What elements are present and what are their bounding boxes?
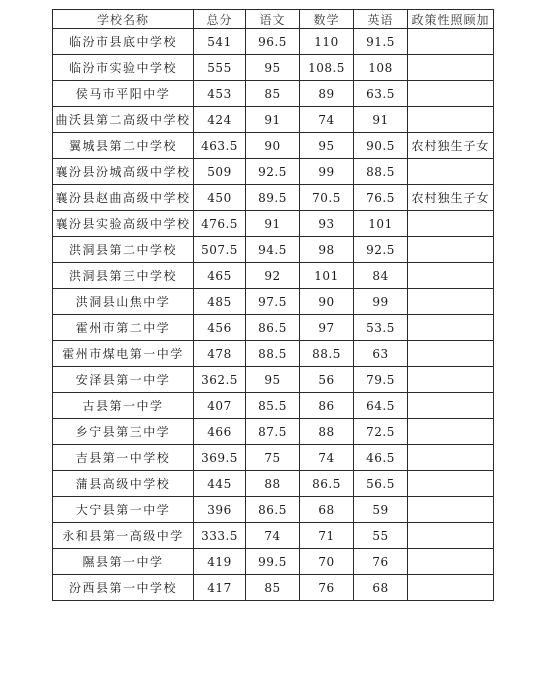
table-row: [53, 419, 494, 445]
table-row: [53, 133, 494, 159]
math-score-cell: 70: [300, 549, 354, 575]
table-row: [53, 523, 494, 549]
policy-note-cell: [408, 81, 494, 107]
math-score-cell: 95: [300, 133, 354, 159]
total-score-cell: 419: [194, 549, 246, 575]
policy-note-cell: [408, 159, 494, 185]
math-score-cell: 86.5: [300, 471, 354, 497]
english-score-cell: 76: [354, 549, 408, 575]
total-score-cell: 541: [194, 29, 246, 55]
table-row: [53, 29, 494, 55]
policy-note-cell: [408, 471, 494, 497]
header-chinese: 语文: [246, 10, 300, 29]
english-score-cell: 63.5: [354, 81, 408, 107]
english-score-cell: 72.5: [354, 419, 408, 445]
policy-note-cell: [408, 523, 494, 549]
english-score-cell: 56.5: [354, 471, 408, 497]
english-score-cell: 79.5: [354, 367, 408, 393]
header-school: 学校名称: [53, 10, 194, 29]
math-score-cell: 86: [300, 393, 354, 419]
table-row: [53, 211, 494, 237]
chinese-score-cell: 91: [246, 107, 300, 133]
table-row: [53, 81, 494, 107]
school-name-cell: 临汾市实验中学校: [53, 55, 194, 81]
chinese-score-cell: 89.5: [246, 185, 300, 211]
school-name-cell: 隰县第一中学: [53, 549, 194, 575]
math-score-cell: 93: [300, 211, 354, 237]
math-score-cell: 108.5: [300, 55, 354, 81]
policy-note-cell: 农村独生子女: [408, 133, 494, 159]
chinese-score-cell: 88: [246, 471, 300, 497]
math-score-cell: 68: [300, 497, 354, 523]
school-name-cell: 临汾市县底中学校: [53, 29, 194, 55]
header-row: [53, 10, 494, 29]
total-score-cell: 450: [194, 185, 246, 211]
english-score-cell: 55: [354, 523, 408, 549]
english-score-cell: 76.5: [354, 185, 408, 211]
chinese-score-cell: 96.5: [246, 29, 300, 55]
table-row: [53, 159, 494, 185]
school-name-cell: 吉县第一中学校: [53, 445, 194, 471]
math-score-cell: 89: [300, 81, 354, 107]
math-score-cell: 76: [300, 575, 354, 601]
english-score-cell: 108: [354, 55, 408, 81]
school-name-cell: 襄汾县赵曲高级中学校: [53, 185, 194, 211]
math-score-cell: 70.5: [300, 185, 354, 211]
total-score-cell: 507.5: [194, 237, 246, 263]
policy-note-cell: [408, 237, 494, 263]
chinese-score-cell: 86.5: [246, 497, 300, 523]
total-score-cell: 362.5: [194, 367, 246, 393]
table-row: [53, 575, 494, 601]
total-score-cell: 509: [194, 159, 246, 185]
total-score-cell: 369.5: [194, 445, 246, 471]
policy-note-cell: [408, 419, 494, 445]
chinese-score-cell: 95: [246, 367, 300, 393]
school-name-cell: 乡宁县第三中学: [53, 419, 194, 445]
school-name-cell: 洪洞县第二中学校: [53, 237, 194, 263]
policy-note-cell: [408, 367, 494, 393]
total-score-cell: 485: [194, 289, 246, 315]
policy-note-cell: [408, 575, 494, 601]
policy-note-cell: [408, 29, 494, 55]
math-score-cell: 90: [300, 289, 354, 315]
school-name-cell: 霍州市第二中学: [53, 315, 194, 341]
math-score-cell: 110: [300, 29, 354, 55]
total-score-cell: 478: [194, 341, 246, 367]
english-score-cell: 101: [354, 211, 408, 237]
chinese-score-cell: 85.5: [246, 393, 300, 419]
table-row: [53, 549, 494, 575]
header-policy-bonus: 政策性照顾加: [408, 10, 494, 29]
total-score-cell: 453: [194, 81, 246, 107]
policy-note-cell: [408, 263, 494, 289]
math-score-cell: 88: [300, 419, 354, 445]
english-score-cell: 53.5: [354, 315, 408, 341]
chinese-score-cell: 95: [246, 55, 300, 81]
table-row: [53, 289, 494, 315]
english-score-cell: 99: [354, 289, 408, 315]
school-name-cell: 翼城县第二中学校: [53, 133, 194, 159]
school-name-cell: 古县第一中学: [53, 393, 194, 419]
english-score-cell: 64.5: [354, 393, 408, 419]
total-score-cell: 465: [194, 263, 246, 289]
total-score-cell: 463.5: [194, 133, 246, 159]
table-row: [53, 263, 494, 289]
english-score-cell: 63: [354, 341, 408, 367]
chinese-score-cell: 86.5: [246, 315, 300, 341]
math-score-cell: 101: [300, 263, 354, 289]
table-row: [53, 55, 494, 81]
total-score-cell: 396: [194, 497, 246, 523]
table-row: [53, 341, 494, 367]
chinese-score-cell: 91: [246, 211, 300, 237]
chinese-score-cell: 87.5: [246, 419, 300, 445]
chinese-score-cell: 99.5: [246, 549, 300, 575]
policy-note-cell: [408, 393, 494, 419]
policy-note-cell: [408, 445, 494, 471]
school-name-cell: 霍州市煤电第一中学: [53, 341, 194, 367]
school-name-cell: 洪洞县第三中学校: [53, 263, 194, 289]
chinese-score-cell: 85: [246, 575, 300, 601]
policy-note-cell: [408, 211, 494, 237]
school-name-cell: 洪洞县山焦中学: [53, 289, 194, 315]
chinese-score-cell: 74: [246, 523, 300, 549]
header-math: 数学: [300, 10, 354, 29]
table-row: [53, 315, 494, 341]
chinese-score-cell: 88.5: [246, 341, 300, 367]
english-score-cell: 68: [354, 575, 408, 601]
math-score-cell: 56: [300, 367, 354, 393]
policy-note-cell: 农村独生子女: [408, 185, 494, 211]
school-name-cell: 襄汾县实验高级中学校: [53, 211, 194, 237]
school-name-cell: 襄汾县汾城高级中学校: [53, 159, 194, 185]
table-row: [53, 393, 494, 419]
math-score-cell: 99: [300, 159, 354, 185]
english-score-cell: 92.5: [354, 237, 408, 263]
header-total: 总分: [194, 10, 246, 29]
chinese-score-cell: 94.5: [246, 237, 300, 263]
chinese-score-cell: 90: [246, 133, 300, 159]
math-score-cell: 97: [300, 315, 354, 341]
math-score-cell: 74: [300, 107, 354, 133]
english-score-cell: 91: [354, 107, 408, 133]
chinese-score-cell: 85: [246, 81, 300, 107]
school-name-cell: 蒲县高级中学校: [53, 471, 194, 497]
math-score-cell: 74: [300, 445, 354, 471]
total-score-cell: 407: [194, 393, 246, 419]
chinese-score-cell: 92.5: [246, 159, 300, 185]
table-row: [53, 185, 494, 211]
total-score-cell: 333.5: [194, 523, 246, 549]
table-row: [53, 497, 494, 523]
school-name-cell: 侯马市平阳中学: [53, 81, 194, 107]
school-name-cell: 永和县第一高级中学: [53, 523, 194, 549]
score-table: [52, 9, 494, 601]
math-score-cell: 71: [300, 523, 354, 549]
english-score-cell: 46.5: [354, 445, 408, 471]
school-name-cell: 曲沃县第二高级中学校: [53, 107, 194, 133]
chinese-score-cell: 75: [246, 445, 300, 471]
english-score-cell: 59: [354, 497, 408, 523]
policy-note-cell: [408, 341, 494, 367]
policy-note-cell: [408, 55, 494, 81]
english-score-cell: 90.5: [354, 133, 408, 159]
math-score-cell: 88.5: [300, 341, 354, 367]
table-row: [53, 471, 494, 497]
total-score-cell: 555: [194, 55, 246, 81]
table-body: [53, 29, 494, 601]
policy-note-cell: [408, 107, 494, 133]
total-score-cell: 417: [194, 575, 246, 601]
table-row: [53, 107, 494, 133]
policy-note-cell: [408, 549, 494, 575]
header-english: 英语: [354, 10, 408, 29]
school-name-cell: 大宁县第一中学: [53, 497, 194, 523]
total-score-cell: 424: [194, 107, 246, 133]
total-score-cell: 466: [194, 419, 246, 445]
total-score-cell: 476.5: [194, 211, 246, 237]
table-row: [53, 367, 494, 393]
total-score-cell: 456: [194, 315, 246, 341]
math-score-cell: 98: [300, 237, 354, 263]
table-row: [53, 237, 494, 263]
policy-note-cell: [408, 315, 494, 341]
total-score-cell: 445: [194, 471, 246, 497]
school-name-cell: 安泽县第一中学: [53, 367, 194, 393]
policy-note-cell: [408, 289, 494, 315]
school-name-cell: 汾西县第一中学校: [53, 575, 194, 601]
chinese-score-cell: 92: [246, 263, 300, 289]
english-score-cell: 91.5: [354, 29, 408, 55]
chinese-score-cell: 97.5: [246, 289, 300, 315]
english-score-cell: 88.5: [354, 159, 408, 185]
english-score-cell: 84: [354, 263, 408, 289]
table-row: [53, 445, 494, 471]
policy-note-cell: [408, 497, 494, 523]
